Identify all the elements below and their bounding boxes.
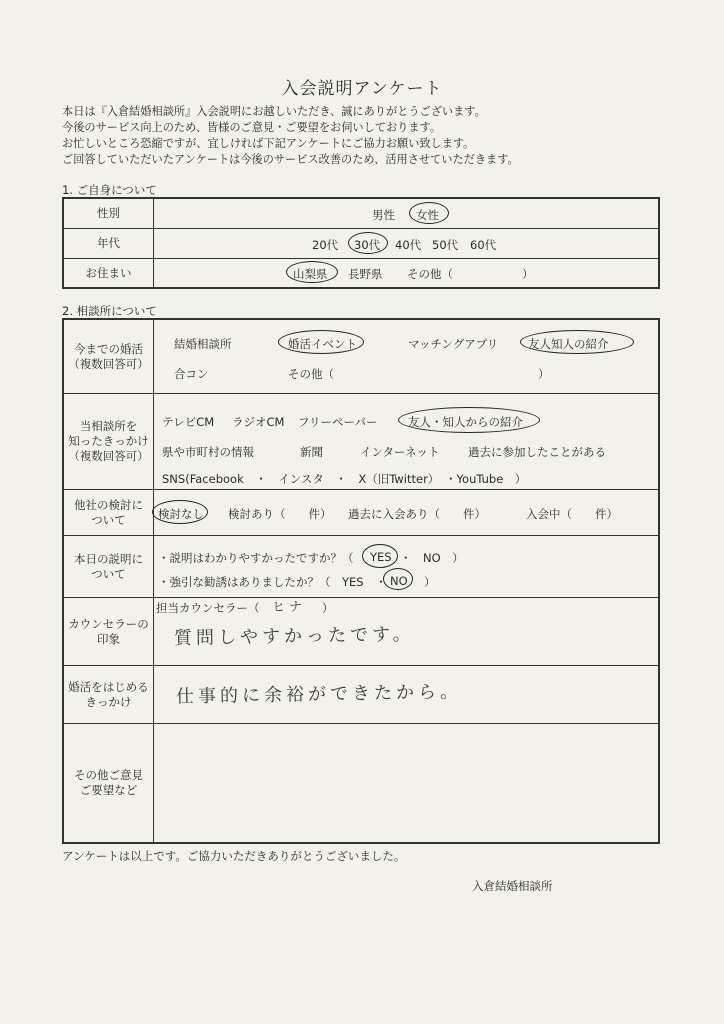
- selection-circle: [278, 330, 364, 354]
- counselor-row: [64, 598, 658, 666]
- selection-circle: [409, 202, 449, 224]
- prior-option[interactable]: マッチングアプリ: [408, 337, 499, 351]
- start-reason-label: [64, 666, 154, 723]
- explanation-q1-yes[interactable]: YES: [370, 550, 392, 564]
- trigger-label-line: 知ったきっかけ: [68, 434, 149, 448]
- residence-yamanashi[interactable]: 山梨県: [293, 267, 328, 281]
- selection-circle: [152, 500, 208, 524]
- counselor-name: ヒナ: [271, 599, 307, 616]
- section1-heading: 1. ご自身について: [62, 183, 157, 197]
- prior-option[interactable]: 婚活イベント: [288, 337, 357, 351]
- age-40[interactable]: 40代: [395, 238, 422, 252]
- gender-female[interactable]: 女性: [416, 208, 439, 222]
- intro-text: [62, 104, 662, 168]
- gender-row: [64, 199, 658, 229]
- explanation-q1-no[interactable]: ・ NO ）: [400, 551, 464, 565]
- explanation-label-line: ついて: [91, 566, 126, 581]
- age-20[interactable]: 20代: [312, 238, 339, 252]
- trigger-row: [64, 394, 658, 490]
- section2-table: [62, 318, 660, 844]
- start-reason-comment: 仕事的に余裕ができたから。: [175, 681, 463, 708]
- trigger-option[interactable]: 友人・知人からの紹介: [408, 415, 523, 429]
- trigger-option[interactable]: インターネット: [360, 445, 440, 459]
- counselor-charge: 担当カウンセラー（: [156, 601, 260, 615]
- other-agency-option[interactable]: 検討なし: [158, 507, 204, 521]
- trigger-option[interactable]: 新聞: [300, 445, 323, 459]
- explanation-label: [64, 536, 154, 597]
- counselor-label: [64, 598, 154, 665]
- selection-circle: [398, 407, 540, 433]
- other-agency-label: [64, 490, 154, 535]
- page-title: 入会説明アンケート: [281, 79, 443, 99]
- other-agency-option[interactable]: 入会中（ 件）: [526, 507, 618, 521]
- residence-label: お住まい: [64, 259, 154, 287]
- other-agency-row: [64, 490, 658, 536]
- footer-thanks: アンケートは以上です。ご協力いただきありがとうございました。: [62, 849, 406, 863]
- trigger-label-line: （複数回答可）: [68, 449, 149, 463]
- gender-male[interactable]: 男性: [372, 208, 395, 222]
- age-50[interactable]: 50代: [432, 238, 459, 252]
- residence-other[interactable]: その他（ ）: [407, 267, 534, 281]
- trigger-option[interactable]: ラジオCM: [232, 415, 285, 429]
- age-30[interactable]: 30代: [354, 238, 381, 252]
- counselor-label-line: カウンセラーの: [68, 616, 149, 631]
- section1-table: [62, 197, 660, 289]
- selection-circle: [348, 232, 388, 254]
- prior-label-line: 今までの婚活: [74, 341, 143, 356]
- prior-label: [64, 320, 154, 393]
- prior-option: ）: [538, 367, 550, 381]
- age-label: 年代: [64, 229, 154, 258]
- trigger-option[interactable]: 過去に参加したことがある: [468, 445, 606, 459]
- other-agency-option[interactable]: 検討あり（ 件）: [228, 507, 332, 521]
- counselor-charge-end: ）: [322, 601, 334, 615]
- remarks-label-line: その他ご意見: [74, 768, 143, 782]
- explanation-q1: ・説明はわかりやすかったですか？（: [158, 551, 354, 565]
- prior-option[interactable]: その他（: [288, 367, 334, 381]
- trigger-option[interactable]: SNS(Facebook ・ インスタ ・ X（旧Twitter） ・YouTube ）: [162, 472, 527, 486]
- trigger-option[interactable]: 県や市町村の情報: [162, 445, 254, 459]
- explanation-row: [64, 536, 658, 598]
- trigger-option[interactable]: フリーペーパー: [298, 415, 378, 429]
- prior-option[interactable]: 合コン: [174, 367, 209, 381]
- other-agency-option[interactable]: 過去に入会あり（ 件）: [348, 507, 486, 521]
- counselor-label-line: 印象: [97, 631, 120, 646]
- age-60[interactable]: 60代: [470, 238, 497, 252]
- selection-circle: [383, 568, 413, 590]
- explanation-q2-end: ）: [424, 575, 436, 589]
- selection-circle: [362, 544, 398, 568]
- counselor-comment: 質問しやすかったです。: [173, 623, 415, 650]
- footer-company: 入倉結婚相談所: [472, 879, 553, 893]
- trigger-label-line: 当相談所を: [79, 419, 138, 433]
- residence-row: [64, 259, 658, 287]
- trigger-option[interactable]: テレビCM: [162, 415, 215, 429]
- prior-label-line: （複数回答可）: [68, 356, 149, 371]
- residence-nagano[interactable]: 長野県: [348, 267, 383, 281]
- intro-line: 今後のサービス向上のため、皆様のご意見・ご要望をお伺いしております。: [62, 121, 442, 134]
- start-reason-label-line: 婚活をはじめる: [68, 679, 149, 694]
- remarks-label: [64, 724, 154, 842]
- prior-option[interactable]: 結婚相談所: [174, 337, 232, 351]
- intro-line: 本日は『入倉結婚相談所』入会説明にお越しいただき、誠にありがとうございます。: [62, 105, 486, 118]
- selection-circle: [286, 261, 338, 283]
- explanation-q2: ・強引な勧誘はありましたか？（ YES ・: [158, 575, 387, 589]
- other-agency-label-line: 他社の検討に: [74, 497, 143, 512]
- remarks-row: [64, 724, 658, 842]
- start-reason-row: [64, 666, 658, 724]
- explanation-label-line: 本日の説明に: [74, 551, 143, 566]
- remarks-label-line: ご要望など: [79, 783, 138, 797]
- other-agency-label-line: ついて: [91, 512, 126, 527]
- selection-circle: [520, 330, 634, 354]
- prior-option[interactable]: 友人知人の紹介: [528, 337, 609, 351]
- prior-row: [64, 320, 658, 394]
- explanation-q2-no[interactable]: NO: [390, 574, 408, 588]
- trigger-label: [64, 394, 154, 489]
- intro-line: お忙しいところ恐縮ですが、宜しければ下記アンケートにご協力お願い致します。: [62, 137, 475, 150]
- gender-label: 性別: [64, 199, 154, 228]
- start-reason-label-line: きっかけ: [85, 694, 132, 709]
- intro-line: ご回答していただいたアンケートは今後のサービス改善のため、活用させていただきます。: [62, 153, 519, 166]
- section2-heading: 2. 相談所について: [62, 304, 157, 318]
- age-row: [64, 229, 658, 259]
